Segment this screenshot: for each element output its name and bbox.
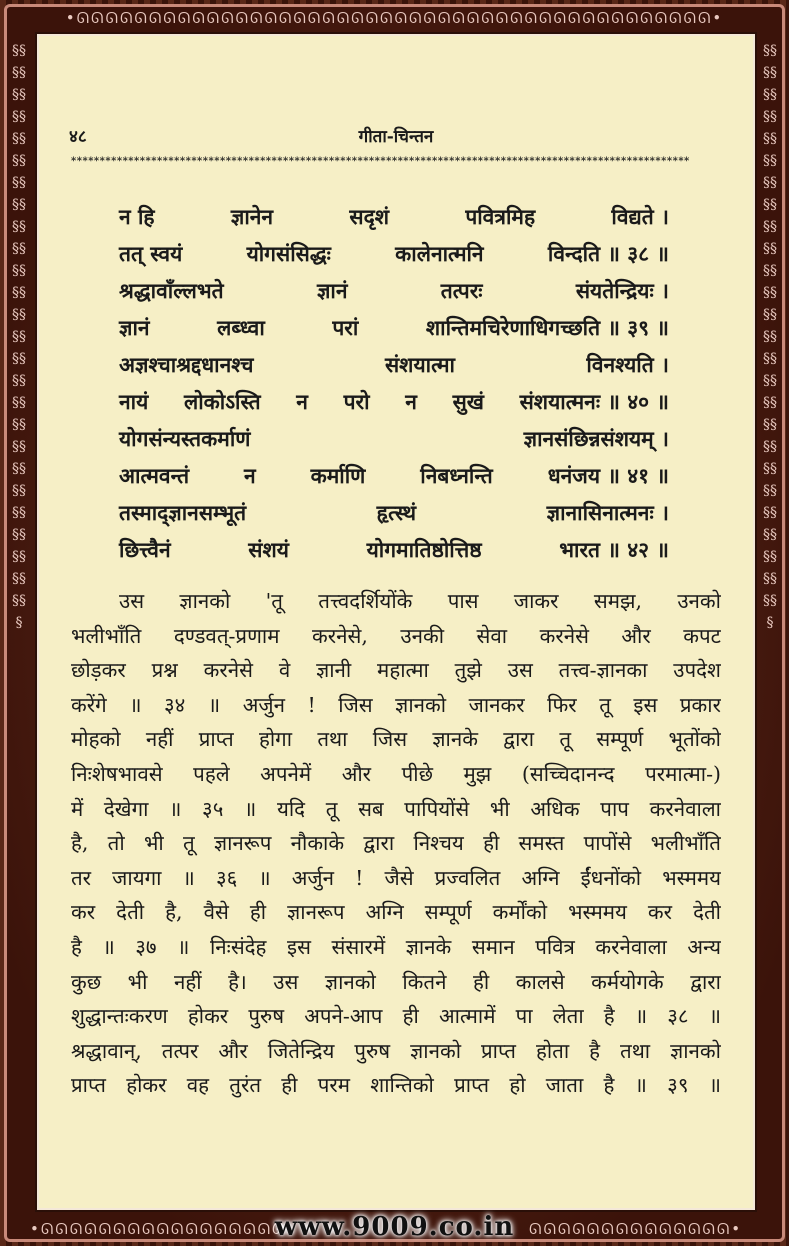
verse-word: न (243, 463, 256, 488)
verse-word: योगमातिष्ठोत्तिष्ठ (366, 537, 482, 562)
verse-word: संयतेन्द्रियः । (575, 278, 669, 303)
verse-word: निबध्नन्ति (420, 463, 493, 488)
verse-word: लोकोऽस्ति (183, 389, 261, 414)
verse-word: योगसंसिद्धः (246, 241, 331, 266)
prose-line: उस ज्ञानको 'तू तत्त्वदर्शियोंके पास जाकर समझ, उनको (119, 589, 721, 613)
verse-word: संशयात्मनः ॥ ४० ॥ (519, 389, 669, 414)
running-title: गीता-चिन्तन (358, 127, 434, 147)
bottom-ornament-left: •ᘏᘏᘏᘏᘏᘏᘏᘏᘏᘏᘏᘏᘏᘏᘏᘏᘏ (30, 1220, 287, 1238)
page-number: ४८ (69, 127, 87, 147)
verse-word: न (405, 389, 417, 414)
verse-word: श्रद्धावाँल्लभते (119, 278, 224, 303)
verse-word: नायं (119, 389, 149, 414)
verse-word: छित्त्वैनं (119, 537, 171, 562)
verse-word: विनश्यति । (586, 352, 669, 377)
verse-line (119, 309, 669, 346)
website-watermark: www.9009.co.in (274, 1212, 515, 1242)
verse-line (119, 383, 669, 420)
verse-word: तत् स्वयं (119, 241, 183, 266)
verse-word: ज्ञानं (119, 315, 150, 340)
prose-line: में देखेगा ॥ ३५ ॥ यदि तू सब पापियोंसे भी अधिक पाप करनेवाला (71, 796, 721, 821)
verse-word: तत्परः (440, 278, 483, 303)
verse-word: लब्ध्वा (217, 315, 265, 340)
prose-line: भलीभाँति दण्डवत्-प्रणाम करनेसे, उनकी सेवा करनेसे और कपट (71, 623, 721, 648)
verse-word: कर्माणि (310, 463, 366, 488)
verse-word: न (296, 389, 308, 414)
verse-word: न हि (119, 204, 155, 229)
top-ornament: •ᘏᘏᘏᘏᘏᘏᘏᘏᘏᘏᘏᘏᘏᘏᘏᘏᘏᘏᘏᘏᘏᘏᘏᘏᘏᘏᘏᘏᘏᘏᘏᘏᘏᘏᘏᘏᘏᘏᘏᘏᘏᘏᘏᘏ• (65, 9, 724, 27)
page-header (69, 124, 723, 152)
hindi-commentary (71, 584, 721, 1103)
prose-line: मोहको नहीं प्राप्त होगा तथा जिस ज्ञानके द्वारा तू सम्पूर्ण भूतोंको (71, 727, 721, 752)
verse-line (119, 235, 669, 272)
bottom-ornament-right: ᘏᘏᘏᘏᘏᘏᘏᘏᘏᘏᘏᘏᘏᘏ• (529, 1220, 743, 1238)
prose-line: है, तो भी तू ज्ञानरूप नौकाके द्वारा निश्चय ही समस्त पापोंसे भलीभाँति (71, 831, 721, 856)
verse-word: ज्ञानेन (230, 204, 274, 229)
verse-word: पवित्रमिह (465, 204, 536, 229)
prose-line: करेंगे ॥ ३४ ॥ अर्जुन ! जिस ज्ञानको जानकर फिर तू इस प्रकार (71, 692, 721, 717)
book-page (37, 34, 755, 1210)
left-ornament: §§§§§§§§§§§§§§§§§§§§§§§§§§§§§§§§§§§§§§§§§§§§§§§§§§§§§ (12, 43, 26, 631)
verse-line (119, 420, 669, 457)
prose-line: छोड़कर प्रश्न करनेसे वे ज्ञानी महात्मा तुझे उस तत्त्व-ज्ञानका उपदेश (71, 658, 721, 683)
verse-word: कालेनात्मनि (395, 241, 484, 266)
verse-word: सदृशं (349, 204, 390, 229)
verse-word: हृत्स्थं (376, 500, 417, 525)
prose-line: निःशेषभावसे पहले अपनेमें और पीछे मुझ (सच्चिदानन्द परमात्मा-) (71, 761, 721, 786)
verse-word: ज्ञानं (316, 278, 348, 303)
star-divider: ************************************************************************************************************ (71, 156, 690, 167)
verse-line (119, 346, 669, 383)
verse-line (119, 494, 669, 531)
verse-word: विन्दति ॥ ३८ ॥ (547, 241, 669, 266)
verse-word: विद्यते । (611, 204, 669, 229)
verse-word: योगसंन्यस्तकर्माणं (119, 426, 251, 451)
prose-line: शुद्धान्तःकरण होकर पुरुष अपने-आप ही आत्मामें पा लेता है ॥ ३८ ॥ (71, 1004, 721, 1029)
verse-word: संशयात्मा (384, 352, 455, 377)
verse-word: ज्ञानसंछिन्नसंशयम् । (523, 426, 669, 451)
prose-line: है ॥ ३७ ॥ निःसंदेह इस संसारमें ज्ञानके समान पवित्र करनेवाला अन्य (71, 934, 721, 959)
verse-line (119, 272, 669, 309)
verse-word: सुखं (452, 389, 484, 414)
verse-word: परां (332, 315, 359, 340)
right-ornament: §§§§§§§§§§§§§§§§§§§§§§§§§§§§§§§§§§§§§§§§§§§§§§§§§§§§§ (763, 43, 777, 631)
prose-line: प्राप्त होकर वह तुरंत ही परम शान्तिको प्राप्त हो जाता है ॥ ३९ ॥ (71, 1073, 721, 1098)
verse-line (119, 198, 669, 235)
verse-word: संशयं (248, 537, 289, 562)
verse-word: परो (343, 389, 370, 414)
verse-word: तस्माद्ज्ञानसम्भूतं (119, 500, 247, 525)
verse-line (119, 531, 669, 568)
sanskrit-verses (119, 198, 669, 568)
verse-word: ज्ञानासिनात्मनः । (546, 500, 669, 525)
prose-line: कर देती है, वैसे ही ज्ञानरूप अग्नि सम्पूर्ण कर्मोंको भस्ममय कर देती (71, 900, 721, 925)
verse-word: धनंजय ॥ ४१ ॥ (547, 463, 669, 488)
prose-line: श्रद्धावान्, तत्पर और जितेन्द्रिय पुरुष ज्ञानको प्राप्त होता है तथा ज्ञानको (71, 1038, 721, 1063)
verse-line (119, 457, 669, 494)
verse-word: अज्ञश्चाश्रद्दधानश्च (119, 352, 254, 377)
verse-word: भारत ॥ ४२ ॥ (559, 537, 669, 562)
verse-word: आत्मवन्तं (119, 463, 190, 488)
prose-line: कुछ भी नहीं है। उस ज्ञानको कितने ही कालसे कर्मयोगके द्वारा (71, 969, 721, 994)
prose-line: तर जायगा ॥ ३६ ॥ अर्जुन ! जैसे प्रज्वलित अग्नि ईंधनोंको भस्ममय (71, 865, 721, 890)
verse-word: शान्तिमचिरेणाधिगच्छति ॥ ३९ ॥ (425, 315, 669, 340)
